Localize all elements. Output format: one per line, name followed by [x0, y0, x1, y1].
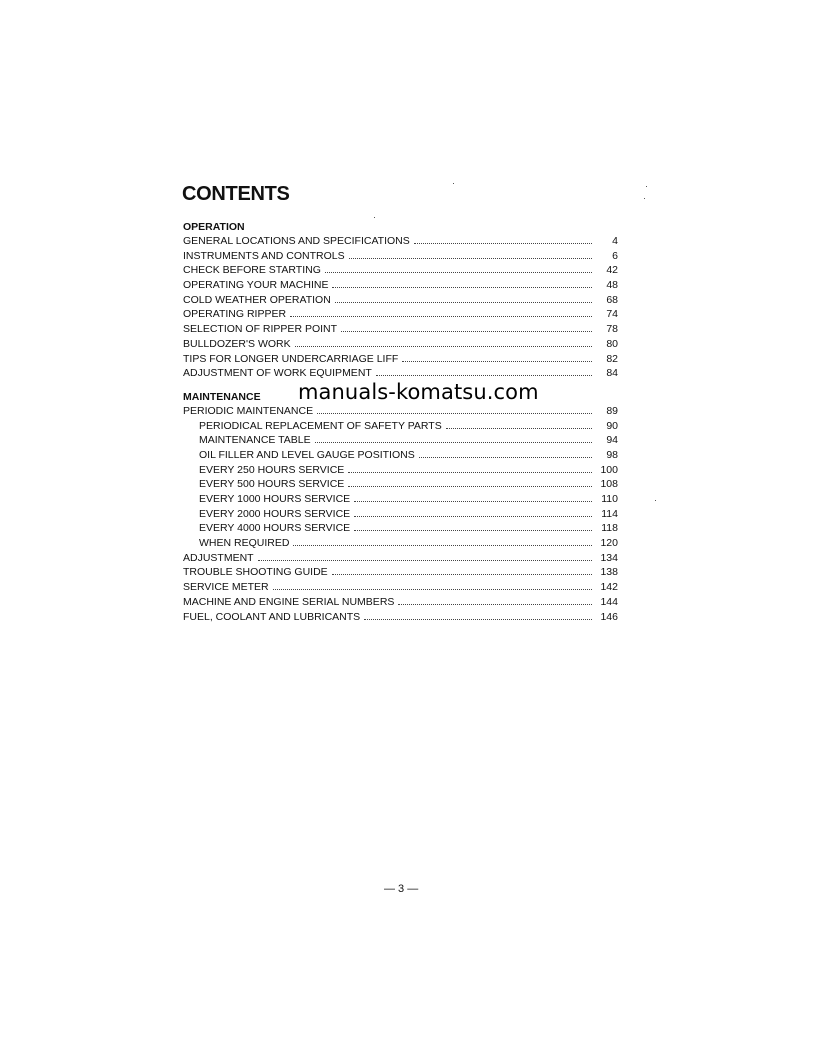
- table-of-contents: [183, 220, 618, 624]
- toc-entry: [183, 565, 618, 580]
- toc-entry: [183, 263, 618, 278]
- toc-entry-label: SELECTION OF RIPPER POINT: [183, 323, 338, 336]
- toc-entry-label: PERIODIC MAINTENANCE: [183, 404, 314, 417]
- dot-leader: [402, 361, 592, 362]
- toc-entry-label: COLD WEATHER OPERATION: [183, 293, 331, 306]
- toc-entry-page-number: 74: [606, 308, 618, 321]
- toc-entry: [183, 507, 618, 522]
- toc-entry-page-number: 82: [606, 352, 618, 365]
- scan-speck: [453, 183, 454, 184]
- toc-entry-label: EVERY 500 HOURS SERVICE: [199, 478, 345, 491]
- toc-entry: [183, 492, 618, 507]
- page-number-footer: — 3 —: [384, 883, 419, 895]
- section-heading: OPERATION: [183, 221, 245, 233]
- toc-entry-page-number: 144: [600, 595, 618, 608]
- toc-entry-page-number: 4: [612, 235, 618, 247]
- toc-entry-page-number: 118: [601, 522, 618, 535]
- toc-entry-label: OPERATING YOUR MACHINE: [183, 279, 329, 292]
- toc-entry-page-number: 68: [606, 293, 618, 306]
- toc-entry-page-number: 142: [600, 581, 618, 594]
- section-heading: MAINTENANCE: [183, 390, 261, 403]
- toc-entry-label: SERVICE METER: [183, 581, 269, 594]
- toc-entry-label: EVERY 2000 HOURS SERVICE: [199, 507, 351, 520]
- dot-leader: [354, 530, 592, 531]
- dot-leader: [446, 428, 592, 429]
- toc-entry-page-number: 134: [600, 551, 618, 564]
- toc-entry-label: ADJUSTMENT OF WORK EQUIPMENT: [183, 367, 372, 380]
- dot-leader: [348, 486, 592, 487]
- toc-entry: [183, 366, 618, 381]
- toc-entry-label: TIPS FOR LONGER UNDERCARRIAGE LIFF: [183, 352, 399, 365]
- toc-entry: [183, 536, 618, 551]
- toc-entry-label: PERIODICAL REPLACEMENT OF SAFETY PARTS: [199, 419, 442, 432]
- dot-leader: [290, 316, 592, 317]
- toc-entry-page-number: 80: [606, 337, 618, 350]
- toc-entry-page-number: 120: [600, 537, 618, 550]
- toc-entry: [183, 448, 618, 463]
- toc-entry: [183, 419, 618, 434]
- toc-entry: [183, 463, 618, 478]
- toc-entry: [183, 477, 618, 492]
- dot-leader: [335, 302, 592, 303]
- toc-entry: [183, 595, 618, 610]
- toc-entry: [183, 307, 618, 322]
- dot-leader: [273, 589, 592, 590]
- toc-entry: [183, 322, 618, 337]
- toc-entry-label: ADJUSTMENT: [183, 551, 254, 564]
- dot-leader: [348, 472, 592, 473]
- watermark-text: manuals-komatsu.com: [298, 380, 539, 404]
- toc-entry-page-number: 114: [601, 507, 618, 520]
- toc-entry-label: GENERAL LOCATIONS AND SPECIFICATIONS: [183, 235, 410, 247]
- toc-entry-page-number: 138: [600, 566, 618, 579]
- toc-entry: [183, 610, 618, 625]
- dot-leader: [293, 545, 592, 546]
- toc-entry-label: OIL FILLER AND LEVEL GAUGE POSITIONS: [199, 448, 415, 461]
- toc-entry: [183, 404, 618, 419]
- dot-leader: [258, 560, 592, 561]
- toc-entry: [183, 352, 618, 367]
- toc-entry: [183, 234, 618, 249]
- dot-leader: [376, 375, 592, 376]
- scan-speck: [644, 198, 645, 199]
- toc-entry-label: MACHINE AND ENGINE SERIAL NUMBERS: [183, 595, 395, 608]
- toc-entry-page-number: 48: [606, 279, 618, 292]
- dot-leader: [364, 619, 592, 620]
- toc-entry-page-number: 94: [606, 434, 618, 447]
- toc-entry-label: INSTRUMENTS AND CONTROLS: [183, 249, 345, 262]
- dot-leader: [317, 413, 592, 414]
- toc-entry-page-number: 100: [600, 463, 618, 476]
- toc-entry-label: FUEL, COOLANT AND LUBRICANTS: [183, 610, 361, 623]
- dot-leader: [398, 604, 592, 605]
- page-title: CONTENTS: [182, 183, 290, 205]
- toc-entry-page-number: 6: [612, 249, 618, 262]
- toc-entry-label: EVERY 4000 HOURS SERVICE: [199, 522, 351, 535]
- toc-entry-label: CHECK BEFORE STARTING: [183, 264, 321, 277]
- toc-entry-label: TROUBLE SHOOTING GUIDE: [183, 566, 328, 579]
- toc-entry-page-number: 42: [606, 264, 618, 277]
- dot-leader: [349, 258, 592, 259]
- toc-entry: [183, 551, 618, 566]
- toc-entry-page-number: 90: [606, 419, 618, 432]
- toc-entry-page-number: 146: [600, 610, 618, 623]
- dot-leader: [325, 272, 592, 273]
- dot-leader: [419, 457, 592, 458]
- toc-entry: [183, 249, 618, 264]
- toc-entry-page-number: 89: [606, 404, 618, 417]
- toc-entry: [183, 580, 618, 595]
- toc-entry-page-number: 98: [606, 448, 618, 461]
- toc-entry-label: BULLDOZER'S WORK: [183, 337, 291, 350]
- toc-entry: [183, 521, 618, 536]
- toc-entry-page-number: 84: [606, 367, 618, 380]
- toc-entry-page-number: 78: [606, 323, 618, 336]
- toc-entry-label: WHEN REQUIRED: [199, 537, 290, 550]
- dot-leader: [295, 346, 592, 347]
- toc-entry-page-number: 110: [601, 493, 618, 505]
- toc-entry-label: EVERY 250 HOURS SERVICE: [199, 463, 345, 476]
- toc-entry-label: OPERATING RIPPER: [183, 308, 287, 321]
- dot-leader: [315, 442, 592, 443]
- dot-leader: [332, 574, 592, 575]
- toc-entry: [183, 293, 618, 308]
- toc-entry: [183, 337, 618, 352]
- dot-leader: [414, 243, 592, 244]
- dot-leader: [341, 331, 592, 332]
- dot-leader: [332, 287, 592, 288]
- toc-entry-label: MAINTENANCE TABLE: [199, 434, 311, 447]
- toc-entry-label: EVERY 1000 HOURS SERVICE: [199, 493, 351, 505]
- toc-entry: [183, 433, 618, 448]
- dot-leader: [354, 501, 592, 502]
- scan-speck: [374, 217, 375, 218]
- toc-entry-page-number: 108: [600, 478, 618, 491]
- scan-speck: [655, 500, 656, 501]
- toc-entry: [183, 278, 618, 293]
- dot-leader: [354, 516, 592, 517]
- scan-speck: [646, 186, 647, 187]
